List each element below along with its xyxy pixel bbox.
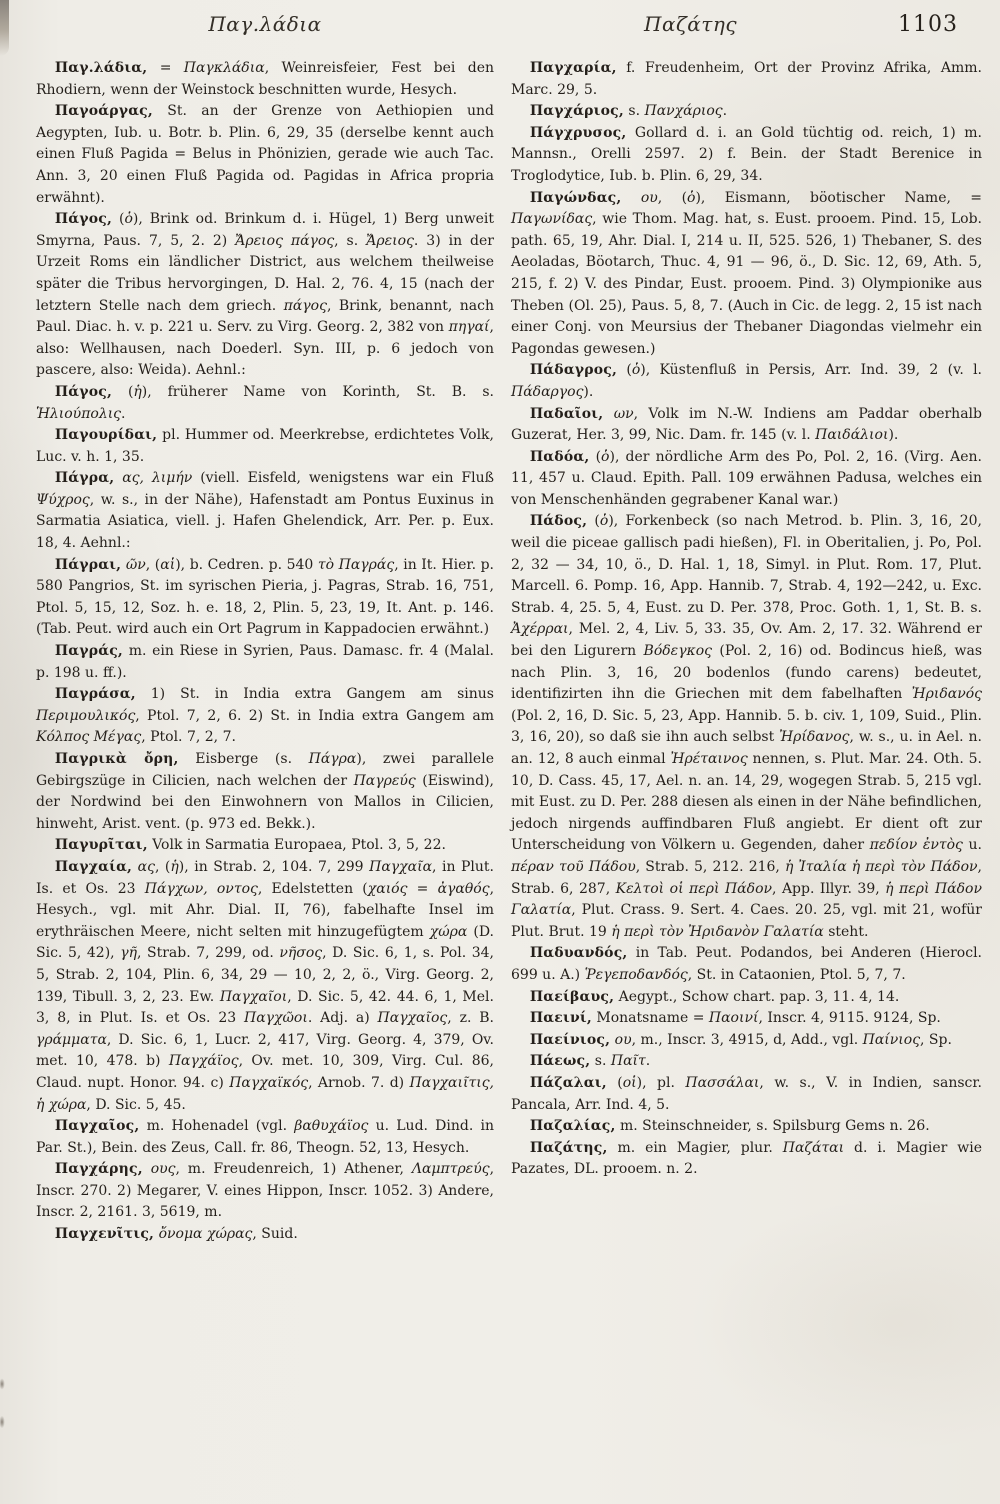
entry-body: s. Πανχάριος. bbox=[623, 103, 728, 120]
entry-headword: Παγράς, bbox=[54, 643, 124, 660]
entry-headword: Παείβαυς, bbox=[529, 988, 615, 1005]
entry-body: St. an der Grenze von Aethiopien und Aegypten, Iub. u. Botr. b. Plin. 6, 29, 35 (derselbe kennt auch einen Fluß Pagida = Belus in Phönizien, gerade wie auch Tac. Ann. 3, 20 einen Fluß Pagida od. Pagidas in Africa propria erwähnt). bbox=[36, 103, 494, 206]
entry-headword: Πάδαγρος, bbox=[529, 362, 618, 379]
dictionary-entry bbox=[511, 511, 982, 943]
entry-headword: Παδόα, bbox=[529, 448, 590, 465]
page-header bbox=[36, 12, 982, 58]
dictionary-entry bbox=[36, 1159, 494, 1224]
entry-headword: Παζαλίας, bbox=[529, 1118, 616, 1135]
dictionary-entry bbox=[511, 1008, 982, 1030]
dictionary-entry bbox=[511, 1030, 982, 1052]
entry-body: Gollard d. i. an Gold tüchtig od. reich, 1) m. Mannsn., Orelli 2597. 2) f. Bein. der Stadt Berenice in Troglodytice, Iub. b. Plin. 6, 29, 34. bbox=[511, 124, 982, 184]
entry-headword: Παγυρῖται, bbox=[54, 837, 148, 854]
page-number: 1103 bbox=[898, 12, 958, 37]
entry-body: (ὁ), Küstenfluß in Persis, Arr. Ind. 39, 2 (v. l. Πάδαργος). bbox=[511, 362, 982, 400]
dictionary-entry bbox=[511, 943, 982, 986]
entry-headword: Παδαῖοι, bbox=[529, 405, 604, 422]
dictionary-entry bbox=[511, 447, 982, 512]
entry-body: 1) St. in India extra Gangem am sinus Περιμουλικός, Ptol. 7, 2, 6. 2) St. in India extra Gangem am Κόλπος Μέγας, Ptol. 7, 2, 7. bbox=[36, 686, 494, 746]
dictionary-entry bbox=[511, 987, 982, 1009]
entry-body: (ἡ), früherer Name von Korinth, St. B. s. Ἡλιούπολις. bbox=[36, 383, 494, 422]
dictionary-entry bbox=[36, 684, 494, 749]
entry-body: ους, m. Freudenreich, 1) Athener, Λαμπτρεύς, Inscr. 270. 2) Megarer, V. eines Hippon, Inscr. 1052. 3) Andere, Inscr. 2, 2161. 3, 5619, m. bbox=[36, 1161, 495, 1221]
entry-headword: Παζάτης, bbox=[529, 1139, 608, 1156]
entry-headword: Παεινί, bbox=[529, 1010, 592, 1027]
entry-body: ων, Volk im N.-W. Indiens am Paddar oberhalb Guzerat, Her. 3, 99, Nic. Dam. fr. 145 (v. l. Παιδάλιοι). bbox=[511, 405, 982, 444]
entry-body: ῶν, (αἱ), b. Cedren. p. 540 τὸ Παγράς, in It. Hier. p. 580 Pangrios, St. im syrischen Pieria, j. Pagras, Strab. 16, 751, Ptol. 5, 15, 12, Soz. h. e. 18, 2, Plin. 5, 23, 19, It. Ant. p. 146. (Tab. Peut. wird auch ein Ort Pagrum in Kappadocien erwähnt.) bbox=[36, 556, 494, 638]
dictionary-entry bbox=[36, 58, 494, 101]
entry-body: f. Freudenheim, Ort der Provinz Afrika, Amm. Marc. 29, 5. bbox=[511, 60, 982, 98]
dictionary-entry bbox=[511, 1073, 982, 1116]
dictionary-entry bbox=[511, 360, 982, 403]
entry-body: Monatsname = Παοινί, Inscr. 4, 9115. 9124, Sp. bbox=[591, 1010, 941, 1027]
entry-body: Eisberge (s. Πάγρα), zwei parallele Gebirgszüge in Cilicien, nach welchen der Παγρεύς (Eiswind), der Nordwind bei den Einwohnern von Mallos in Cilicien, hinweht, Arist. vent. (p. 973 ed. Bekk.). bbox=[36, 751, 494, 832]
scan-artifact bbox=[0, 1378, 7, 1430]
dictionary-entry bbox=[36, 749, 494, 835]
left-column bbox=[36, 58, 494, 1246]
entry-headword: Παγχαρία, bbox=[529, 60, 617, 76]
entry-headword: Παδυανδός, bbox=[529, 945, 628, 962]
entry-body: m. Steinschneider, s. Spilsburg Gems n. 26. bbox=[615, 1118, 930, 1135]
entry-headword: Πάγρα, bbox=[54, 470, 115, 487]
entry-body: ὄνομα χώρας, Suid. bbox=[158, 1226, 298, 1243]
entry-headword: Πάγος, bbox=[54, 383, 113, 400]
dictionary-entry bbox=[511, 188, 982, 361]
right-column bbox=[511, 58, 982, 1181]
dictionary-entry bbox=[36, 101, 494, 209]
entry-headword: Παγ.λάδια, bbox=[54, 60, 148, 76]
dictionary-entry bbox=[36, 1224, 494, 1246]
entry-headword: Παγράσα, bbox=[54, 686, 136, 703]
entry-body: ας, (ἡ), in Strab. 2, 104. 7, 299 Παγχαῖα, in Plut. Is. et Os. 23 Πάγχων, οντος, Edelstetten (χαιός = ἀγαθός, Hesych., vgl. mit Ahr. Dial. II, 76), fabelhafte Insel im erythräischen Meere, nicht selten mit hinzugefügtem χώρα (D. Sic. 5, 42), γῆ, Strab. 7, 299, od. νῆσος, D. Sic. 6, 1, s. Pol. 34, 5, Strab. 2, 104, Plin. 6, 34, 29 — 10, 2, 2, ö., Virg. Georg. 2, 139, Tibull. 3, 2, 23. Ew. Παγχαῖοι, D. Sic. 5, 42. 44. 6, 1, Mel. 3, 8, in Plut. Is. et Os. 23 Παγχῶοι. Adj. a) Παγχαῖος, z. B. γράμματα, D. Sic. 6, 1, Lucr. 2, 417, Virg. Georg. 4, 379, Ov. met. 10, 478. b) Παγχάϊος, Ov. met. 10, 309, Virg. Cul. 86, Claud. nupt. Honor. 94. c) Παγχαϊκός, Arnob. 7. d) Παγχαιῖτις, ἡ χώρα, D. Sic. 5, 45. bbox=[36, 858, 495, 1113]
entry-headword: Πάδος, bbox=[529, 513, 588, 530]
entry-body: (ὁ), der nördliche Arm des Po, Pol. 2, 16. (Virg. Aen. 11, 457 u. Claud. Epith. Pall. 109 erwähnen Padusa, welches ein von Menschenhänden gegrabener Kanal war.) bbox=[511, 448, 982, 508]
entry-headword: Πάζαλαι, bbox=[529, 1074, 607, 1091]
scan-artifact bbox=[0, 0, 9, 56]
entry-headword: Παγχενῖτις, bbox=[54, 1226, 155, 1243]
entry-body: (ὁ), Forkenbeck (so nach Metrod. b. Plin. 3, 16, 20, weil die piceae gallisch padi hießen), Fl. in Oberitalien, j. Po, Pol. 2, 32 — 34, 10, ö., D. Hal. 1, 18, Simyl. in Plut. Rom. 17, Plut. Marcell. 6. Pomp. 16, App. Hannib. 7, Strab. 4, 192—242, u. Exc. Strab. 4, 25. 5, 4, Eust. zu D. Per. 378, Proc. Goth. 1, 1, St. B. s. Ἀχέρραι, Mel. 2, 4, Liv. 5, 33. 35, Ov. Am. 2, 17. 32. Während er bei den Ligurern Βόδεγκος (Pol. 2, 16) od. Bodincus hieß, was nach Plin. 3, 16, 20 bodenlos (fundo carens) bedeutet, identifizirten ihn die Griechen mit dem fabelhaften Ἠριδανός (Pol. 2, 16, D. Sic. 5, 23, App. Hannib. 5. b. civ. 1, 109, Suid., Plin. 3, 16, 20), so daß sie ihn auch selbst Ἠρίδανος, w. s., u. in Ael. n. an. 12, 8 auch einmal Ἠρέταινος nennen, s. Plut. Mar. 24. Oth. 5. 10, D. Cass. 45, 17, Ael. n. an. 14, 29, wogegen Strab. 5, 215 vgl. mit Eust. zu D. Per. 288 diesen als einen in der Nähe befindlichen, jedoch nirgends auffindbaren Fluß angiebt. Er dient oft zur Unterscheidung von Völkern u. Gegenden, daher πεδίον ἐντὸς u. πέραν τοῦ Πάδου, Strab. 5, 212. 216, ἡ Ἰταλία ἡ περὶ τὸν Πάδον, Strab. 6, 287, Κελτοὶ οἱ περὶ Πάδον, App. Illyr. 39, ἡ περὶ Πάδον Γαλατία, Plut. Crass. 9. Sert. 4. Caes. 20. 25, vgl. mit 21, wofür Plut. Brut. 19 ἡ περὶ τὸν Ἠριδανὸν Γαλατία steht. bbox=[511, 513, 983, 940]
entry-body: Volk in Sarmatia Europaea, Ptol. 3, 5, 22. bbox=[147, 837, 446, 854]
dictionary-entry bbox=[511, 1138, 982, 1181]
running-head-right: Παζάτης bbox=[644, 12, 738, 36]
entry-body: in Tab. Peut. Podandos, bei Anderen (Hierocl. 699 u. A.) Ῥεγεποδανδός, St. in Cataonien, Ptol. 5, 7, 7. bbox=[511, 945, 982, 983]
entry-headword: Παγχαία, bbox=[54, 858, 133, 875]
entry-body: m. ein Magier, plur. Παζάται d. i. Magier wie Pazates, DL. prooem. n. 2. bbox=[511, 1139, 982, 1178]
entry-body: m. Hohenadel (vgl. βαθυχάϊος u. Lud. Dind. in Par. St.), Bein. des Zeus, Call. fr. 86, Theogn. 52, 13, Hesych. bbox=[36, 1118, 494, 1156]
dictionary-entry bbox=[36, 555, 494, 641]
entry-body: s. Παῖτ. bbox=[590, 1053, 651, 1070]
entry-body: = Παγκλάδια, Weinreisfeier, Fest bei den Rhodiern, wenn der Weinstock beschnitten wurde, Hesych. bbox=[36, 60, 494, 98]
entry-body: pl. Hummer od. Meerkrebse, erdichtetes Volk, Luc. v. h. 1, 35. bbox=[36, 427, 494, 465]
entry-headword: Παγχάρης, bbox=[54, 1161, 143, 1178]
dictionary-entry bbox=[36, 425, 494, 468]
dictionary-entry bbox=[36, 835, 494, 857]
running-head-right-group bbox=[494, 12, 982, 37]
entry-body: (οἱ), pl. Πασσάλαι, w. s., V. in Indien, sanscr. Pancala, Arr. Ind. 4, 5. bbox=[511, 1074, 982, 1113]
entry-headword: Παείνιος, bbox=[529, 1031, 611, 1048]
dictionary-entry bbox=[36, 209, 494, 382]
dictionary-entry bbox=[511, 1051, 982, 1073]
entry-headword: Πάγραι, bbox=[54, 556, 122, 573]
dictionary-entry bbox=[36, 468, 494, 554]
dictionary-entry bbox=[36, 857, 494, 1116]
text-columns bbox=[36, 58, 982, 1246]
running-head-left: Παγ.λάδια bbox=[208, 12, 322, 36]
entry-headword: Πάγχρυσος, bbox=[529, 124, 627, 141]
entry-headword: Παγχαῖος, bbox=[54, 1118, 140, 1135]
entry-headword: Παγχάριος, bbox=[529, 103, 624, 120]
dictionary-entry bbox=[511, 123, 982, 188]
dictionary-entry bbox=[511, 58, 982, 101]
entry-headword: Παγουρίδαι, bbox=[54, 427, 158, 444]
dictionary-entry bbox=[36, 1116, 494, 1159]
entry-body: ου, (ὁ), Eismann, böotischer Name, = Παγωνίδας, wie Thom. Mag. hat, s. Eust. prooem. Pind. 15, Lob. path. 65, 19, Ahr. Dial. I, 214 u. II, 525. 526, 1) Thebaner, S. des Aeoladas, Böotarch, Thuc. 4, 91 — 96, ö., D. Sic. 12, 69, Ath. 5, 215, f. 2) V. des Pindar, Eust. prooem. Pind. 3) Olympionike aus Theben (Ol. 25), Paus. 5, 8, 7. (Auch in Cic. de legg. 2, 15 ist nach einer Conj. von Meursius der Thebaner Diagondas vielmehr ein Pagondas gewesen.) bbox=[511, 189, 982, 357]
entry-body: ου, m., Inscr. 3, 4915, d, Add., vgl. Παίνιος, Sp. bbox=[614, 1031, 952, 1048]
entry-body: Aegypt., Schow chart. pap. 3, 11. 4, 14. bbox=[614, 988, 900, 1005]
dictionary-entry bbox=[511, 1116, 982, 1138]
entry-headword: Πάγος, bbox=[54, 211, 113, 228]
entry-headword: Παγοάργας, bbox=[54, 103, 153, 120]
entry-body: (ὁ), Brink od. Brinkum d. i. Hügel, 1) Berg unweit Smyrna, Paus. 7, 5, 2. 2) Ἄρειος πάγος, s. Ἄρειος. 3) in der Urzeit Roms ein ländlicher District, aus welchem theilweise später die Tribus hervorgingen, D. Hal. 2, 76. 4, 15 (nach der letztern Stelle nach dem griech. πάγος, Brink, benannt, nach Paul. Diac. h. v. p. 221 u. Serv. zu Virg. Georg. 2, 382 von πηγαί, also: Wellhausen, nach Doederl. Syn. III, p. 6 jedoch von pascere, also: Weida). Aehnl.: bbox=[36, 211, 494, 379]
entry-body: m. ein Riese in Syrien, Paus. Damasc. fr. 4 (Malal. p. 198 u. ff.). bbox=[36, 643, 494, 681]
dictionary-entry bbox=[511, 404, 982, 447]
entry-headword: Παγώνδας, bbox=[529, 189, 622, 206]
dictionary-entry bbox=[511, 101, 982, 123]
entry-headword: Παγρικὰ ὄρη, bbox=[54, 751, 179, 767]
dictionary-entry bbox=[36, 641, 494, 684]
entry-body: ας, λιμήν (viell. Eisfeld, wenigstens war ein Fluß Ψύχρος, w. s., in der Nähe), Hafenstadt am Pontus Euxinus in Sarmatia Asiatica, viell. j. Hafen Ghelendick, Arr. Per. p. Eux. 18, 4. Aehnl.: bbox=[36, 470, 494, 552]
dictionary-entry bbox=[36, 382, 494, 425]
entry-headword: Πάεως, bbox=[529, 1053, 591, 1070]
